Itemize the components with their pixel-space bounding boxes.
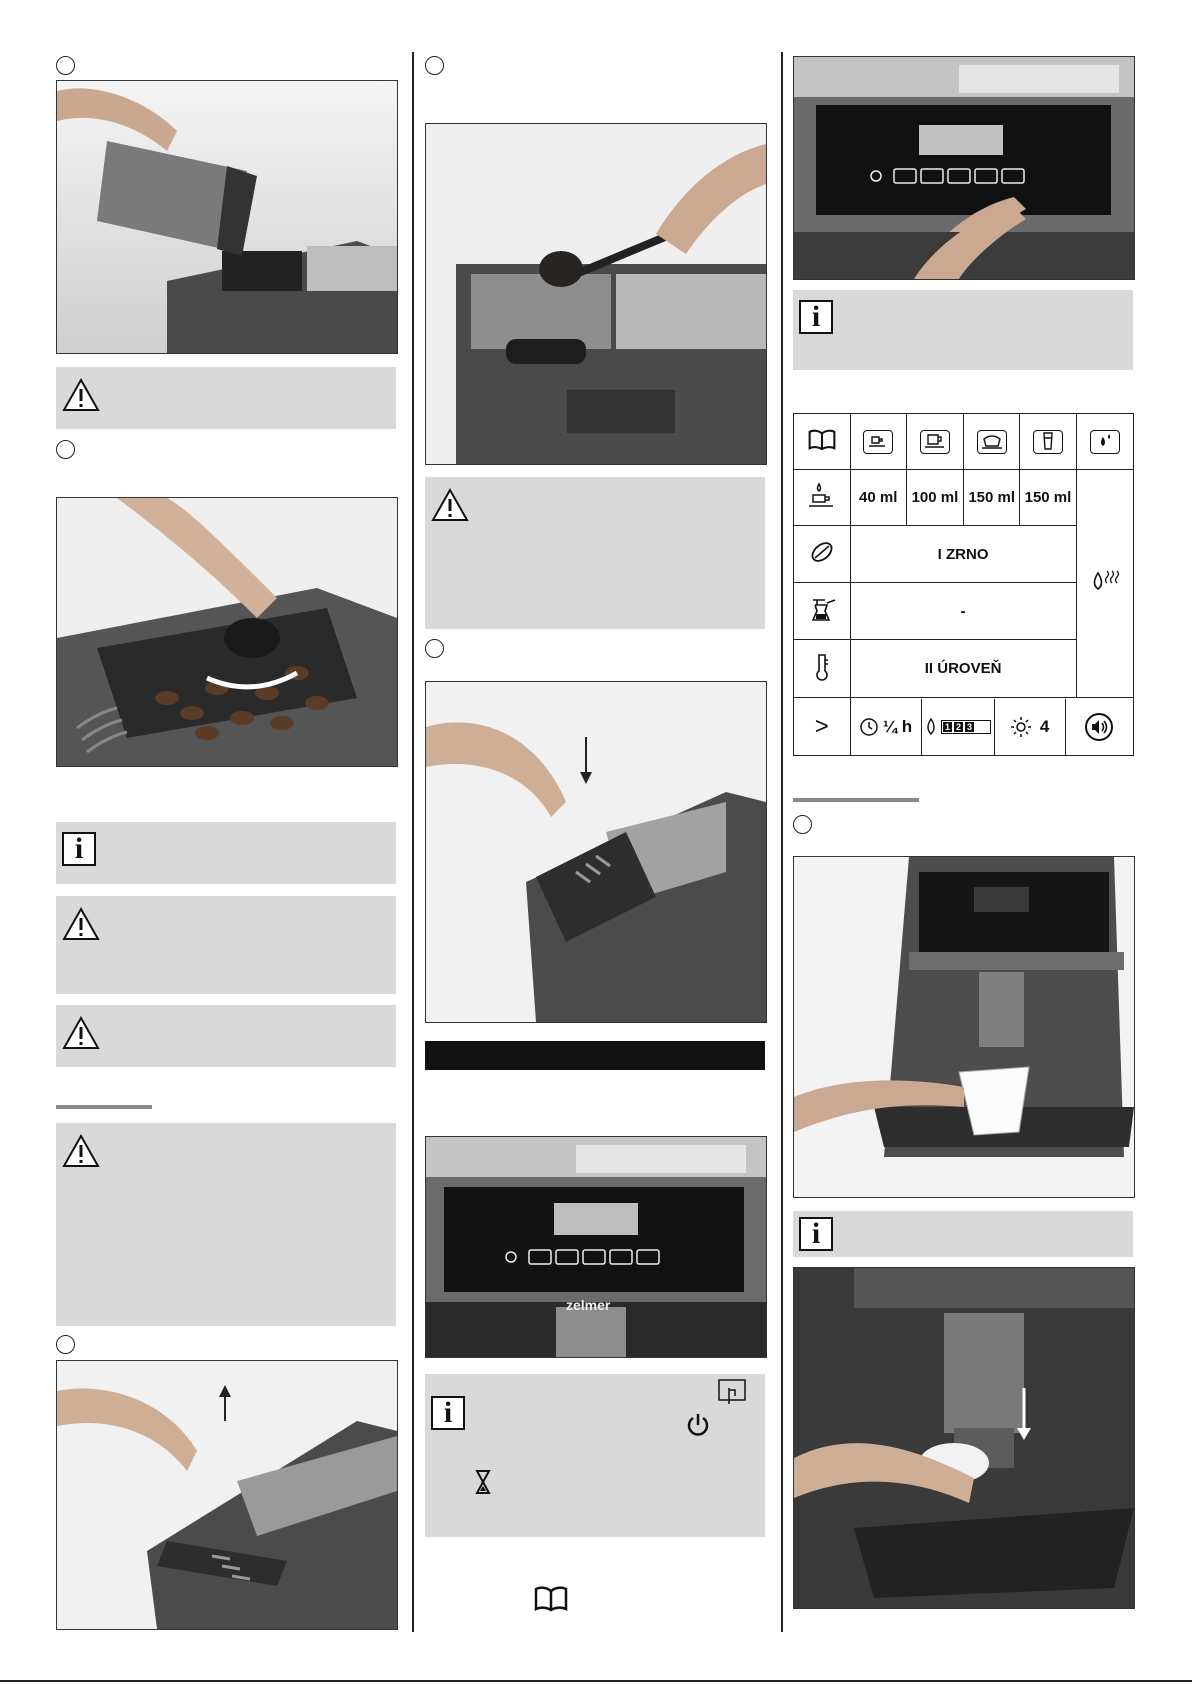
display-brand-label: zelmer bbox=[566, 1297, 611, 1313]
warning-box bbox=[425, 477, 765, 629]
photo-remove-cover bbox=[56, 1360, 398, 1630]
photo-adjust-spout bbox=[793, 1267, 1135, 1609]
hot-water-steam-icon bbox=[1076, 470, 1133, 698]
info-icon: i bbox=[431, 1396, 465, 1430]
next-arrow: > bbox=[794, 698, 851, 756]
warning-icon bbox=[62, 906, 100, 942]
volume-coffee: 100 ml bbox=[906, 470, 963, 526]
warning-icon bbox=[431, 487, 469, 523]
settings-table bbox=[793, 413, 1134, 756]
thermometer-icon bbox=[794, 640, 851, 698]
grind-setting-value: - bbox=[850, 583, 1076, 640]
section-rule bbox=[793, 798, 919, 802]
step-circle bbox=[793, 815, 812, 834]
photo-touch-panel bbox=[793, 56, 1135, 280]
hardness-box: 2 bbox=[956, 721, 962, 732]
timer-value: ¼ h bbox=[882, 716, 913, 736]
coffee-bean-icon bbox=[794, 526, 851, 583]
hardness-box: 1 bbox=[945, 721, 951, 732]
step-circle bbox=[425, 56, 444, 75]
power-icon bbox=[685, 1412, 711, 1438]
timer-icon bbox=[859, 717, 879, 737]
brightness-value: 4 bbox=[1039, 716, 1050, 736]
info-icon: i bbox=[62, 832, 96, 866]
info-box bbox=[793, 290, 1133, 370]
volume-latte: 150 ml bbox=[1020, 470, 1076, 526]
warning-box bbox=[56, 896, 396, 994]
column-divider-left bbox=[412, 52, 414, 1632]
temperature-setting-value: II ÚROVEŇ bbox=[850, 640, 1076, 698]
volume-cappuccino: 150 ml bbox=[964, 470, 1020, 526]
step-circle bbox=[56, 440, 75, 459]
warning-icon bbox=[62, 1133, 100, 1169]
section-header-bar bbox=[425, 1041, 765, 1070]
volume-espresso: 40 ml bbox=[850, 470, 906, 526]
photo-turn-grind-knob bbox=[56, 497, 398, 767]
photo-pour-beans bbox=[56, 80, 398, 354]
coffee-cup-icon bbox=[920, 430, 950, 454]
hardness-scale bbox=[941, 720, 991, 734]
grind-icon bbox=[794, 583, 851, 640]
step-circle bbox=[425, 639, 444, 658]
warning-icon bbox=[62, 1015, 100, 1051]
brightness-icon bbox=[1010, 716, 1032, 738]
touch-icon bbox=[717, 1378, 749, 1408]
photo-place-cup bbox=[793, 856, 1135, 1198]
footer-rule bbox=[0, 1680, 1192, 1682]
info-icon: i bbox=[799, 300, 833, 334]
warning-box bbox=[56, 1123, 396, 1326]
column-divider-right bbox=[781, 52, 783, 1632]
info-box bbox=[793, 1211, 1133, 1257]
photo-control-panel bbox=[425, 1136, 767, 1358]
cappuccino-cup-icon bbox=[977, 430, 1007, 454]
cup-volume-icon bbox=[794, 470, 851, 526]
hourglass-icon bbox=[475, 1469, 491, 1495]
warning-icon bbox=[62, 377, 100, 413]
warning-box bbox=[56, 1005, 396, 1067]
latte-glass-icon bbox=[1033, 430, 1063, 454]
bean-setting-value: I ZRNO bbox=[850, 526, 1076, 583]
book-icon bbox=[534, 1586, 568, 1612]
book-icon bbox=[794, 414, 851, 470]
info-box-standby bbox=[425, 1374, 765, 1537]
espresso-cup-icon bbox=[863, 430, 893, 454]
hardness-box: 3 bbox=[967, 721, 973, 732]
photo-insert-cover bbox=[425, 681, 767, 1023]
photo-add-ground-coffee bbox=[425, 123, 767, 465]
info-icon: i bbox=[799, 1217, 833, 1251]
sound-on-icon bbox=[1084, 712, 1114, 742]
water-hardness-icon bbox=[924, 717, 938, 737]
step-circle bbox=[56, 1335, 75, 1354]
info-box bbox=[56, 822, 396, 884]
water-drop-icon bbox=[1090, 430, 1120, 454]
section-rule bbox=[56, 1105, 152, 1109]
warning-box bbox=[56, 367, 396, 429]
step-circle bbox=[56, 56, 75, 75]
